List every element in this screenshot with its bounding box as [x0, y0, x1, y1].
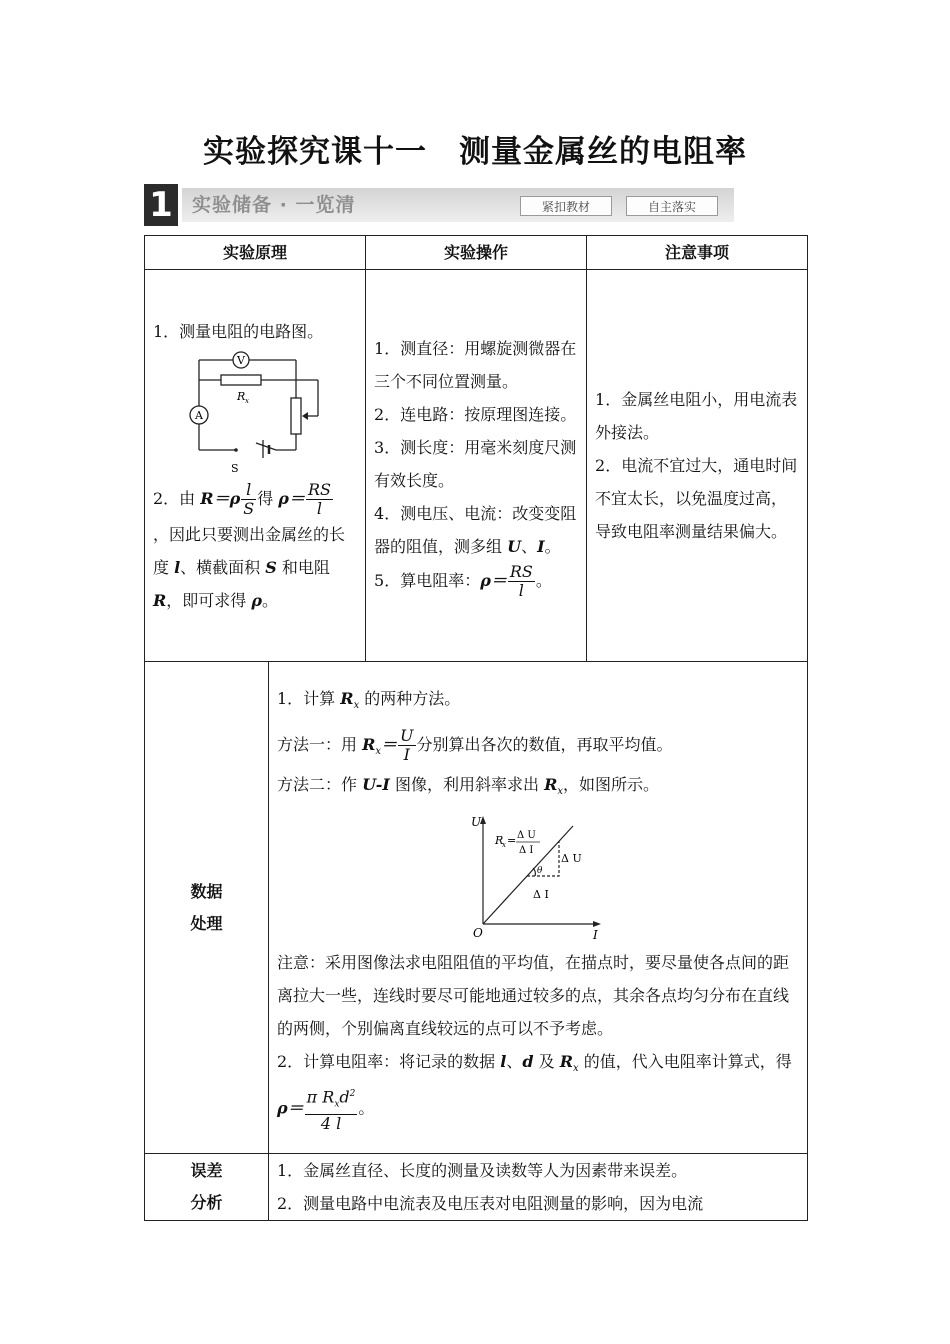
text: 。 — [544, 536, 561, 556]
operation-step-1: 1．测直径：用螺旋测微器在三个不同位置测量。 — [374, 338, 577, 391]
graph-frac-du: Δ U — [517, 829, 536, 841]
variable: R — [362, 734, 376, 754]
error-1: 1．金属丝直径、长度的测量及读数等人为因素带来误差。 — [277, 1161, 688, 1180]
text: 、 — [506, 1051, 523, 1071]
text: 2．由 — [153, 488, 201, 508]
variable: l — [174, 557, 181, 577]
fraction-u-over-i — [398, 727, 415, 764]
header-principle: 实验原理 — [145, 236, 366, 270]
variable: R — [153, 590, 167, 610]
data-processing-cell — [269, 662, 808, 1154]
section-banner — [144, 184, 734, 226]
switch-label: S — [231, 461, 239, 475]
voltmeter-label: V — [237, 353, 245, 367]
y-axis-label: U — [471, 814, 482, 829]
numerator: U — [400, 725, 414, 745]
banner-title: 实验储备 · 一览清 — [192, 194, 356, 216]
dp-method-1 — [277, 727, 799, 768]
variable: l — [500, 1051, 507, 1071]
text: 1．计算 — [277, 689, 341, 709]
principle-cell — [145, 270, 366, 662]
dp-step-2 — [277, 1045, 799, 1133]
data-processing-label — [145, 662, 269, 1154]
denominator: 4 l — [320, 1113, 342, 1133]
note-1: 1．金属丝电阻小，用电流表外接法。 — [595, 390, 798, 442]
operation-step-3: 3．测长度：用毫米刻度尺测有效长度。 — [374, 437, 577, 490]
error-analysis-label — [145, 1154, 269, 1221]
variable: S — [265, 557, 277, 577]
section-number: 1 — [144, 184, 178, 226]
superscript: 2 — [349, 1089, 356, 1100]
textbook-button[interactable]: 紧扣教材 — [520, 196, 612, 216]
denominator: l — [518, 580, 524, 600]
variable: I — [537, 536, 545, 556]
text: 和电阻 — [276, 557, 330, 577]
circuit-diagram — [181, 350, 351, 475]
resistor-label: R — [237, 389, 246, 403]
formula-text: R＝ρ — [200, 488, 241, 508]
text: 、 — [521, 536, 538, 556]
numerator-text: π R — [306, 1087, 335, 1107]
error-analysis-cell — [269, 1154, 808, 1221]
principle-step-2 — [153, 481, 357, 617]
formula-text: ρ＝ — [278, 488, 305, 508]
numerator: l — [241, 481, 256, 500]
fraction-resistivity — [305, 1085, 358, 1133]
experiment-table — [144, 235, 808, 1221]
graph-rx-subscript: x — [502, 840, 506, 849]
label-line: 处理 — [190, 913, 223, 933]
header-notes: 注意事项 — [587, 236, 808, 270]
graph-delta-u: Δ U — [561, 851, 582, 865]
text: 的值，代入电阻率计算式，得 — [578, 1051, 792, 1071]
operation-step-2: 2．连电路：按原理图连接。 — [374, 404, 577, 424]
text: 5．算电阻率： — [374, 570, 481, 590]
u-i-graph — [467, 812, 617, 942]
denominator: S — [243, 498, 255, 518]
variable: U — [507, 536, 522, 556]
variable: R — [559, 1051, 574, 1071]
graph-theta: θ — [537, 865, 543, 876]
subscript: x — [353, 700, 360, 712]
x-axis-label: I — [593, 927, 598, 942]
variable: R — [544, 774, 558, 794]
fraction-l-over-s — [241, 481, 256, 518]
resistor-subscript: x — [245, 396, 249, 405]
text: 方法二：作 — [277, 774, 363, 794]
numerator: RS — [307, 479, 331, 499]
numerator — [305, 1085, 358, 1115]
page-title: 实验探究课十一 测量金属丝的电阻率 — [203, 134, 747, 170]
text: 得 — [257, 488, 279, 508]
subscript: x — [375, 745, 382, 757]
subscript: x — [557, 785, 564, 797]
variable: R — [340, 689, 354, 709]
label-line: 误差 — [190, 1161, 223, 1180]
text: ，即可求得 — [166, 590, 252, 610]
label-line: 数据 — [190, 881, 223, 901]
graph-frac-di: Δ I — [519, 844, 534, 856]
text: 。 — [358, 1098, 375, 1118]
fraction-rs-over-l — [306, 481, 333, 518]
numerator: RS — [509, 561, 533, 581]
variable: U-I — [362, 774, 390, 794]
subscript: x — [334, 1099, 340, 1110]
subscript: x — [573, 1063, 579, 1075]
graph-delta-i: Δ I — [533, 887, 549, 901]
graph-equals: = — [507, 833, 517, 847]
numerator-text: d — [339, 1087, 350, 1107]
text: ，因此只要测出金属丝的长度 — [153, 524, 346, 577]
operation-step-4 — [374, 497, 578, 563]
dp-step-1 — [277, 682, 799, 722]
text: 及 — [533, 1051, 560, 1071]
fraction-rs-over-l — [508, 563, 535, 600]
text: 分别算出各次的数值，再取平均值。 — [416, 734, 673, 754]
denominator: l — [316, 498, 323, 518]
error-2: 2．测量电路中电流表及电压表对电阻测量的影响，因为电流 — [277, 1194, 704, 1213]
dp-method-2 — [277, 768, 799, 808]
text: 的两种方法。 — [359, 689, 461, 709]
self-study-button[interactable]: 自主落实 — [626, 196, 718, 216]
formula-text: ρ＝ — [277, 1098, 304, 1118]
note-2: 2．电流不宜过大，通电时间不宜太长，以免温度过高，导致电阻率测量结果偏大。 — [595, 456, 798, 541]
text: 、横截面积 — [180, 557, 266, 577]
dp-note: 注意：采用图像法求电阻阻值的平均值，在描点时，要尽量使各点间的距离拉大一些，连线时要尽可能地通过较多的点，其余各点均匀分布在直线的两侧，个别偏离直线较远的点可以不予考虑。 — [277, 952, 790, 1038]
operation-cell — [366, 270, 587, 662]
text: 4．测电压、电流：改变变阻器的阻值，测多组 — [374, 503, 577, 556]
variable: ρ — [251, 590, 263, 610]
graph-rx: R — [495, 833, 504, 847]
label-line: 分析 — [190, 1193, 223, 1212]
text: 方法一：用 — [277, 734, 363, 754]
text: 。 — [535, 570, 552, 590]
header-operation: 实验操作 — [366, 236, 587, 270]
formula-text: ρ＝ — [480, 570, 507, 590]
principle-step-1: 1．测量电阻的电路图。 — [153, 321, 324, 341]
text: 。 — [262, 590, 279, 610]
origin-label: O — [473, 925, 483, 940]
text: 2．计算电阻率：将记录的数据 — [277, 1051, 501, 1071]
text: 图像，利用斜率求出 — [389, 774, 545, 794]
denominator: I — [403, 744, 410, 764]
text: ，如图所示。 — [563, 774, 660, 794]
ammeter-label: A — [195, 408, 203, 422]
formula-text: ＝ — [381, 734, 398, 754]
notes-cell — [587, 270, 808, 662]
operation-step-5 — [374, 563, 578, 600]
variable: d — [522, 1051, 534, 1071]
